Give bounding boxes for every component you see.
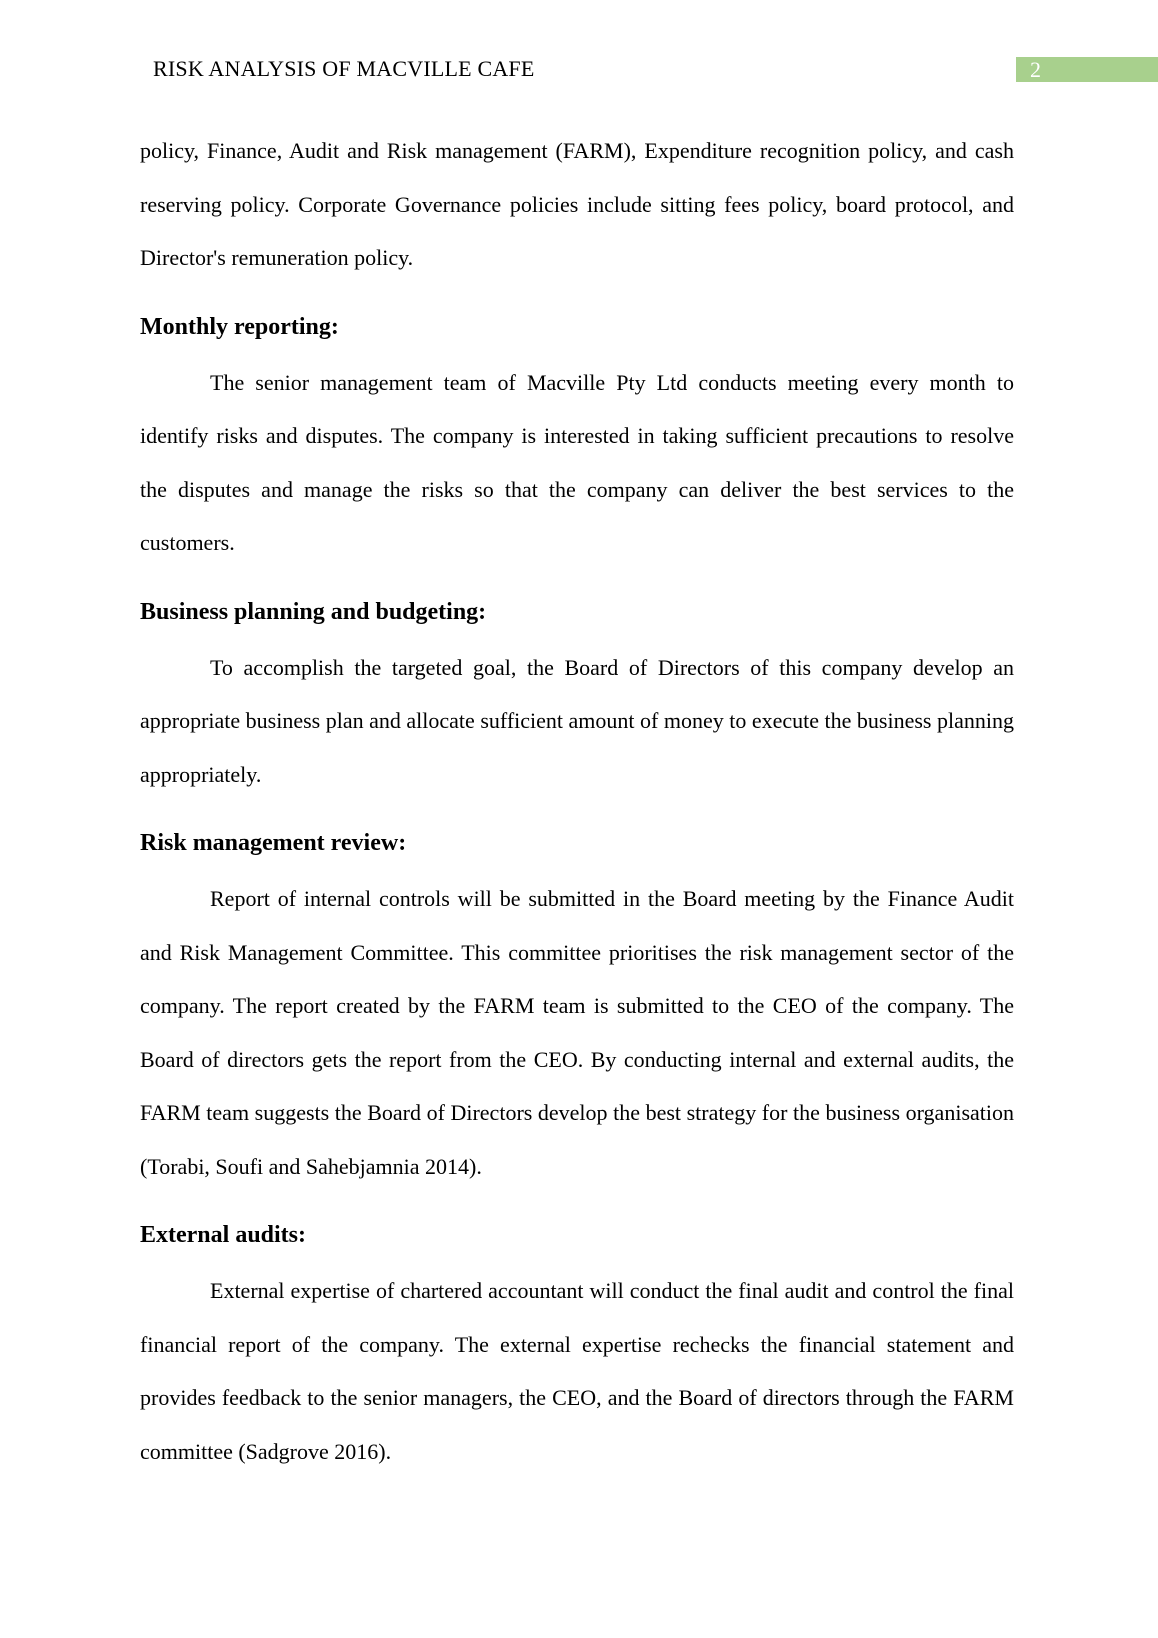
intro-paragraph: policy, Finance, Audit and Risk management (FARM), Expenditure recognition policy, and cash reserving policy. Corporate Governance policies include sitting fees policy, board protocol, and Director's remuneration policy. [140, 138, 1014, 270]
section-paragraph-business-planning: To accomplish the targeted goal, the Board of Directors of this company develop an appropriate business plan and allocate sufficient amount of money to execute the business planning appropriately. [140, 654, 1014, 787]
section-paragraph-monthly-reporting: The senior management team of Macville Pty Ltd conducts meeting every month to identify risks and disputes. The company is interested in taking sufficient precautions to resolve the disputes and manage the risks so that the company can deliver the best services to the customers. [140, 369, 1014, 555]
section-paragraph-external-audits: External expertise of chartered accountant will conduct the final audit and control the final financial report of the company. The external expertise rechecks the financial statement and provides feedback to the senior managers, the CEO, and the Board of directors through the FARM committee (Sadgrove 2016). [140, 1278, 1014, 1464]
section-paragraph-risk-management-review: Report of internal controls will be submitted in the Board meeting by the Finance Audit and Risk Management Committee. This committee prioritises the risk management sector of the company. The report created by the FARM team is submitted to the CEO of the company. The Board of directors gets the report from the CEO. By conducting internal and external audits, the FARM team suggests the Board of Directors develop the best strategy for the business organisation (Torabi, Soufi and Sahebjamnia 2014). [140, 886, 1014, 1179]
section-heading-monthly-reporting: Monthly reporting: [140, 313, 339, 340]
page-number: 2 [1016, 57, 1158, 82]
section-heading-external-audits: External audits: [140, 1222, 307, 1248]
running-header-title: RISK ANALYSIS OF MACVILLE CAFE [153, 56, 535, 81]
document-body [140, 124, 1014, 1478]
section-heading-risk-management-review: Risk management review: [140, 830, 407, 856]
section-heading-business-planning: Business planning and budgeting: [140, 598, 487, 625]
